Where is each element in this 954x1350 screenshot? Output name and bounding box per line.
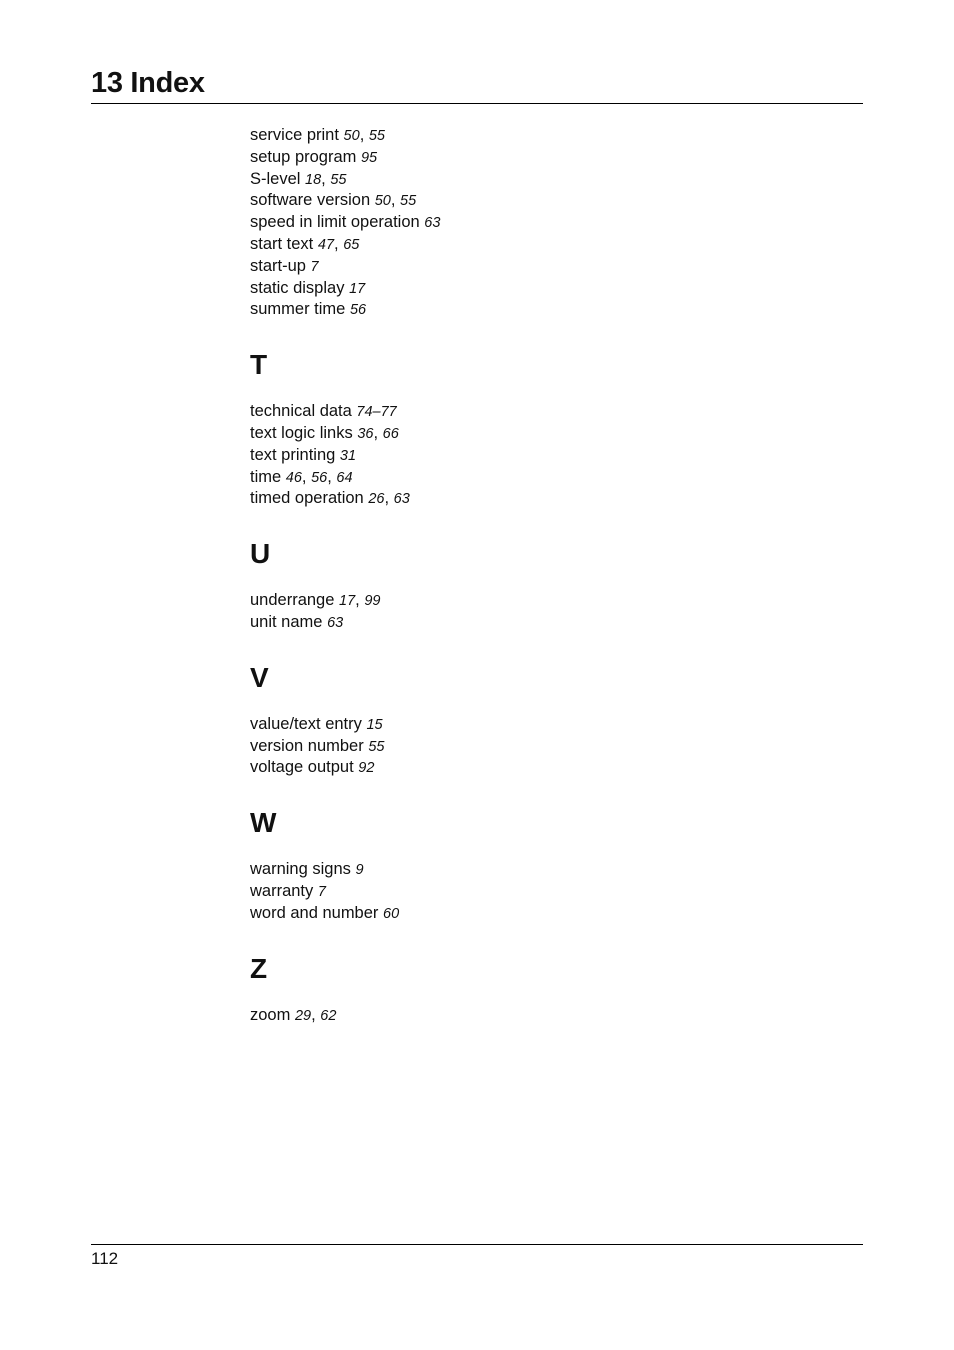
index-entry <box>250 256 810 278</box>
index-entry <box>250 401 810 423</box>
page-reference: 62 <box>320 1007 337 1024</box>
index-term: start-up <box>250 256 306 275</box>
page-reference: 50 <box>374 193 391 210</box>
index-term: S-level <box>250 169 301 188</box>
page-reference: 56 <box>349 302 367 319</box>
index-term: value/text entry <box>250 714 362 733</box>
page-reference: 29 <box>294 1007 312 1024</box>
page-reference: 18 <box>305 171 322 188</box>
page-reference: 95 <box>360 149 378 166</box>
index-term: unit name <box>250 612 323 631</box>
index-term: version number <box>250 736 364 755</box>
page-reference: 46 <box>285 469 302 486</box>
index-letter-heading: Z <box>250 952 268 984</box>
index-letter-heading: V <box>250 661 269 693</box>
index-entry <box>250 881 810 903</box>
index-section <box>250 349 810 510</box>
index-entry: text logic links 36, 66 <box>250 423 399 442</box>
index-entry <box>250 278 810 300</box>
page-reference: 17 <box>349 280 366 297</box>
page-reference: 17 <box>339 593 356 610</box>
index-term: service print <box>250 126 339 144</box>
index-term: speed in limit operation <box>250 213 420 232</box>
index-term: timed operation <box>250 489 364 508</box>
index-term: zoom <box>250 1005 291 1024</box>
index-term: word and number <box>250 903 379 922</box>
page-reference: 15 <box>366 716 383 733</box>
index-term: summer time <box>250 300 346 319</box>
page-reference: 63 <box>327 614 344 631</box>
page-reference: 55 <box>330 171 347 188</box>
page-reference: 7 <box>310 258 319 275</box>
page-header <box>91 66 863 104</box>
page-reference: 64 <box>336 469 353 486</box>
page-reference: 66 <box>382 425 399 442</box>
index-term: warning signs <box>250 860 351 879</box>
index-letter-heading: U <box>250 538 271 570</box>
index-term: setup program <box>250 147 357 166</box>
index-entry <box>250 714 810 736</box>
page-reference: 50 <box>343 128 360 144</box>
index-entry: timed operation 26, 63 <box>250 489 410 508</box>
index-term: underrange <box>250 591 335 610</box>
page-reference: 47 <box>317 236 335 253</box>
index-entry <box>250 612 810 634</box>
page-reference: 60 <box>383 905 400 922</box>
index-entry: service print 50, 55 <box>250 126 385 144</box>
index-entry: software version 50, 55 <box>250 191 417 210</box>
index-entry: time 46, 56, 64 <box>250 467 353 486</box>
index-letter-heading: T <box>250 349 268 381</box>
page-reference: 9 <box>355 862 364 879</box>
index-entry <box>250 445 810 467</box>
page-reference: 92 <box>358 760 375 777</box>
page-reference: 55 <box>368 738 385 755</box>
index-term: software version <box>250 191 371 210</box>
index-entry: S-level 18, 55 <box>250 169 347 188</box>
index-section <box>250 807 810 924</box>
index-term: voltage output <box>250 758 354 777</box>
page-reference: 74–77 <box>356 404 397 421</box>
index-entry <box>250 736 810 758</box>
page-reference: 55 <box>400 193 417 210</box>
page-footer <box>91 1244 863 1269</box>
index-term: technical data <box>250 402 352 421</box>
page-reference: 55 <box>368 128 385 144</box>
index-term: text printing <box>250 445 336 464</box>
page-reference: 31 <box>339 447 357 464</box>
page-reference: 99 <box>364 593 381 610</box>
index-entry <box>250 757 810 779</box>
page-number: 112 <box>91 1249 119 1268</box>
page-reference: 36 <box>357 425 374 442</box>
index-section <box>250 538 810 634</box>
page-reference: 7 <box>317 883 326 900</box>
index-letter-heading: W <box>250 807 277 839</box>
index-body <box>250 125 810 1026</box>
page-reference: 26 <box>368 491 385 508</box>
index-entry <box>250 212 810 234</box>
index-entry <box>250 859 810 881</box>
index-term: start text <box>250 234 314 253</box>
page-reference: 65 <box>343 236 360 253</box>
page-reference: 63 <box>424 215 441 232</box>
index-entry: underrange 17, 99 <box>250 591 381 610</box>
index-entry: start text 47, 65 <box>250 234 360 253</box>
index-section <box>250 125 810 321</box>
index-entry <box>250 903 810 925</box>
index-term: static display <box>250 278 345 297</box>
index-term: text logic links <box>250 423 353 442</box>
index-entry <box>250 299 810 321</box>
page-reference: 63 <box>393 491 410 508</box>
index-section <box>250 662 810 779</box>
index-entry: zoom 29, 62 <box>250 1005 337 1024</box>
page-reference: 56 <box>311 469 328 486</box>
index-entry <box>250 147 810 169</box>
page-title: 13 Index <box>91 67 205 99</box>
index-section <box>250 953 810 1027</box>
index-term: warranty <box>250 881 314 900</box>
index-term: time <box>250 467 282 486</box>
